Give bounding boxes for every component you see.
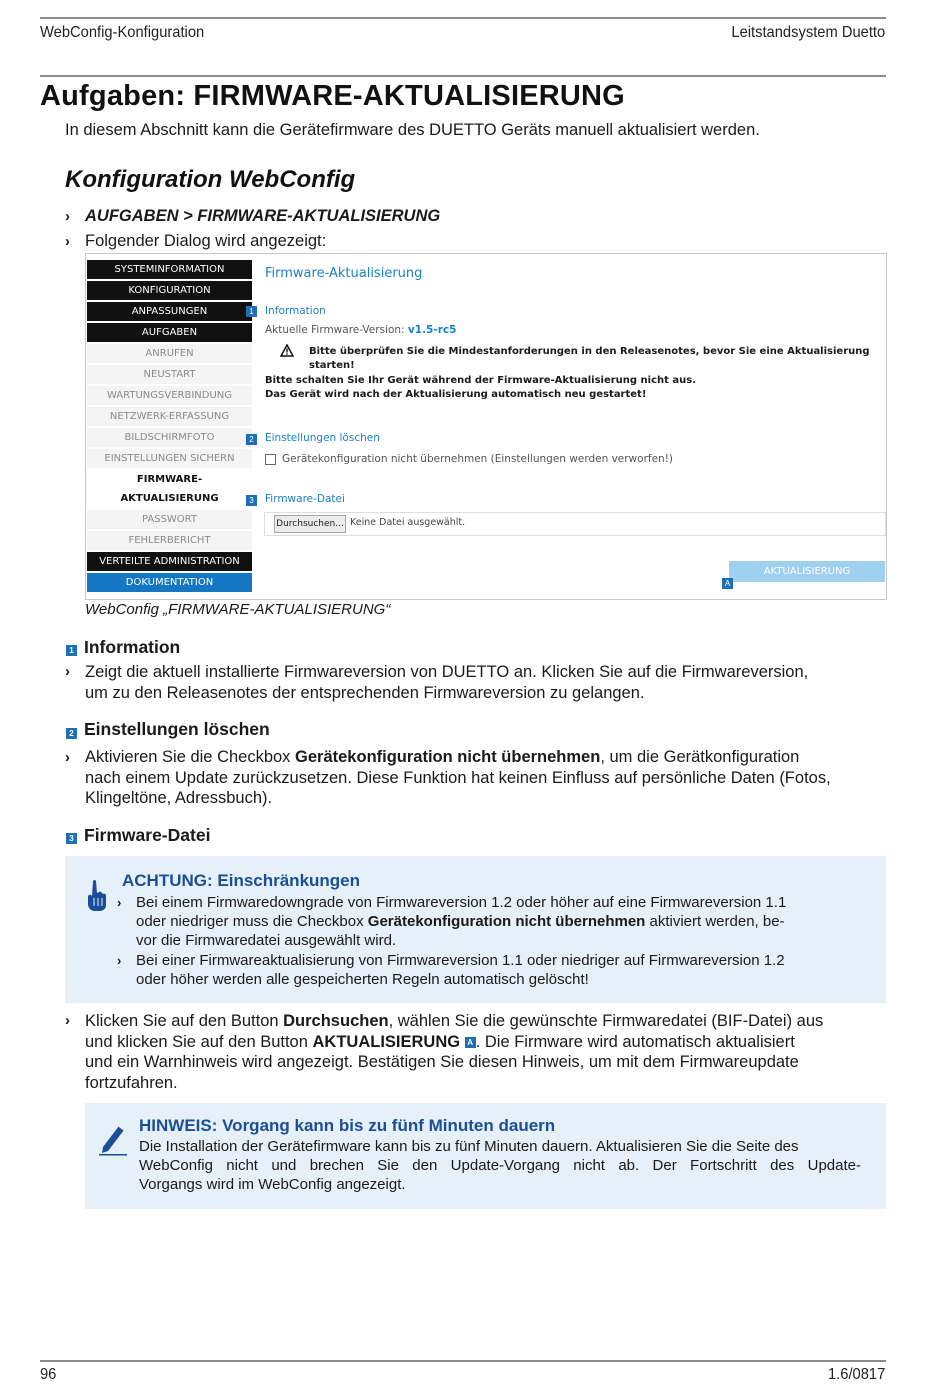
menu-item-verteilte-administration[interactable]: VERTEILTE ADMINISTRATION (87, 552, 252, 571)
caution-b2-line-1: Bei einer Firmwareaktualisierung von Firmwareversion 1.1 oder niedriger auf Firmwareversion 1.2 (136, 952, 785, 969)
chevron-right-icon: › (65, 233, 70, 250)
caution-b1-line-3: vor die Firmwaredatei ausgewählt wird. (136, 932, 397, 949)
caution-b1-line-1: Bei einem Firmwaredowngrade von Firmwareversion 1.2 oder höher auf eine Firmwareversion 1.1 (136, 894, 787, 911)
menu-item-anpassungen[interactable]: ANPASSUNGEN (87, 302, 252, 321)
step-path-text: AUFGABEN > FIRMWARE-AKTUALISIERUNG (85, 207, 441, 225)
menu-item-neustart[interactable]: NEUSTART (87, 365, 252, 384)
clear-settings-label: Einstellungen löschen (265, 432, 380, 444)
section-info-line-1: Zeigt die aktuell installierte Firmwareversion von DUETTO an. Klicken Sie auf die Firmwareversion, (85, 663, 809, 681)
warning-text-2 (265, 374, 696, 402)
section-badge-2: 2 (66, 728, 77, 739)
section-badge-1: 1 (66, 645, 77, 656)
badge-1: 1 (246, 306, 257, 317)
menu-item-passwort[interactable]: PASSWORT (87, 510, 252, 529)
info-label: Information (265, 305, 326, 317)
menu-item-dokumentation[interactable]: DOKUMENTATION (87, 573, 252, 592)
menu-item-systeminformation[interactable]: SYSTEMINFORMATION (87, 260, 252, 279)
warning-line-1b: starten! (309, 360, 355, 371)
menu-item-bildschirmfoto[interactable]: BILDSCHIRMFOTO (87, 428, 252, 447)
instruction-text (85, 1011, 885, 1093)
section-info-line-2: um zu den Releasenotes der entsprechenden Firmwareversion zu gelangen. (85, 683, 645, 702)
caution-box (65, 856, 886, 1003)
note-text (139, 1137, 861, 1194)
section-clear-line-1: Aktivieren Sie die Checkbox Gerätekonfiguration nicht übernehmen, um die Gerätkonfiguration (85, 748, 800, 766)
chevron-right-icon: › (117, 895, 122, 910)
hand-pointing-icon (85, 878, 109, 917)
note-line-1: Die Installation der Gerätefirmware kann bis zu fünf Minuten dauern. Aktualisieren Sie die Seite des (139, 1138, 799, 1155)
section-clear-line-2: nach einem Update zurückzusetzen. Diese Funktion hat keinen Einfluss auf persönliche Daten (Fotos, (85, 768, 831, 787)
firmware-file-label: Firmware-Datei (265, 493, 345, 505)
version-label: Aktuelle Firmware-Version: (265, 324, 405, 336)
warning-line-1: Bitte überprüfen Sie die Mindestanforderungen in den Releasenotes, bevor Sie eine Aktualisierung (309, 346, 870, 357)
title-rule (40, 75, 886, 77)
instruction-line-4: fortzufahren. (85, 1073, 178, 1092)
caution-title: ACHTUNG: Einschränkungen (122, 871, 361, 890)
reset-config-checkbox[interactable] (265, 454, 276, 465)
section-file-title: Firmware-Datei (84, 825, 211, 845)
badge-a: A (722, 578, 733, 589)
webconfig-screenshot (85, 253, 887, 600)
chevron-right-icon: › (65, 663, 70, 680)
section-badge-3: 3 (66, 833, 77, 844)
menu-item-firmware-aktualisierung[interactable] (87, 470, 252, 508)
pencil-icon (97, 1121, 129, 1162)
warning-line-3: Das Gerät wird nach der Aktualisierung automatisch neu gestartet! (265, 389, 647, 400)
chevron-right-icon: › (65, 1012, 70, 1029)
chevron-right-icon: › (117, 953, 122, 968)
step-dialog-text: Folgender Dialog wird angezeigt: (85, 232, 327, 250)
no-file-text: Keine Datei ausgewählt. (350, 517, 466, 528)
menu-item-firmware-line1: FIRMWARE- (136, 474, 203, 485)
browse-button[interactable]: Durchsuchen... (274, 515, 346, 533)
figure-caption: WebConfig „FIRMWARE-AKTUALISIERUNG“ (85, 601, 391, 618)
note-line-3: Vorgangs wird im WebConfig angezeigt. (139, 1176, 406, 1193)
page-number: 96 (40, 1366, 57, 1383)
caution-bullet-2 (117, 951, 867, 989)
menu-item-fehlerbericht[interactable]: FEHLERBERICHT (87, 531, 252, 550)
warning-icon (280, 344, 294, 362)
page-title: Aufgaben: FIRMWARE-AKTUALISIERUNG (40, 80, 625, 112)
caution-b1-line-2: oder niedriger muss die Checkbox Gerätekonfiguration nicht übernehmen aktiviert werden, be- (136, 913, 785, 930)
badge-3: 3 (246, 495, 257, 506)
instruction-line-1: Klicken Sie auf den Button Durchsuchen, wählen Sie die gewünschte Firmwaredatei (BIF-Datei) aus (85, 1012, 824, 1030)
screen-heading: Firmware-Aktualisierung (265, 266, 423, 281)
menu-item-netzwerk-erfassung[interactable]: NETZWERK-ERFASSUNG (87, 407, 252, 426)
section-clear-text (85, 747, 885, 809)
footer-rule (40, 1360, 886, 1362)
note-title: HINWEIS: Vorgang kann bis zu fünf Minuten dauern (139, 1116, 556, 1135)
section-subtitle: Konfiguration WebConfig (65, 166, 356, 193)
version-row (265, 324, 456, 336)
menu-item-einstellungen-sichern[interactable]: EINSTELLUNGEN SICHERN (87, 449, 252, 468)
note-line-2: WebConfig nicht und brechen Sie den Update-Vorgang nicht ab. Der Fortschritt des Update- (139, 1157, 861, 1174)
menu-item-firmware-line2: AKTUALISIERUNG (120, 493, 219, 504)
menu-item-anrufen[interactable]: ANRUFEN (87, 344, 252, 363)
menu-item-konfiguration[interactable]: KONFIGURATION (87, 281, 252, 300)
header-left: WebConfig-Konfiguration (40, 24, 205, 41)
note-box (85, 1103, 886, 1209)
doc-version: 1.6/0817 (827, 1366, 885, 1383)
section-clear-title: Einstellungen löschen (84, 719, 270, 739)
badge-2: 2 (246, 434, 257, 445)
menu-item-aufgaben[interactable]: AUFGABEN (87, 323, 252, 342)
intro-text: In diesem Abschnitt kann die Gerätefirmware des DUETTO Geräts manuell aktualisiert werden. (65, 121, 760, 139)
header-rule (40, 17, 886, 19)
section-clear-line-3: Klingeltöne, Adressbuch). (85, 789, 273, 807)
warning-text-1 (309, 345, 870, 373)
update-button[interactable]: AKTUALISIERUNG (729, 561, 885, 582)
header-right: Leitstandsystem Duetto (731, 24, 885, 41)
checkbox-label: Gerätekonfiguration nicht übernehmen (Einstellungen werden verworfen!) (282, 453, 674, 465)
caution-bullet-1 (117, 893, 867, 950)
instruction-line-2: und klicken Sie auf den Button AKTUALISIERUNG A . Die Firmware wird automatisch aktualisiert (85, 1032, 795, 1051)
warning-line-2: Bitte schalten Sie Ihr Gerät während der Firmware-Aktualisierung nicht aus. (265, 375, 697, 386)
badge-a-inline: A (465, 1037, 476, 1048)
section-info-title: Information (84, 637, 181, 657)
menu-item-wartungsverbindung[interactable]: WARTUNGSVERBINDUNG (87, 386, 252, 405)
caution-b2-line-2: oder höher werden alle gespeicherten Regeln automatisch gelöscht! (136, 971, 589, 988)
chevron-right-icon: › (65, 208, 70, 225)
instruction-line-3: und ein Warnhinweis wird angezeigt. Bestätigen Sie diesen Hinweis, um mit dem Firmwareupdate (85, 1053, 799, 1071)
section-info-text (85, 662, 885, 703)
webconfig-menu (87, 260, 252, 594)
version-link[interactable]: v1.5-rc5 (407, 324, 457, 336)
chevron-right-icon: › (65, 749, 70, 766)
